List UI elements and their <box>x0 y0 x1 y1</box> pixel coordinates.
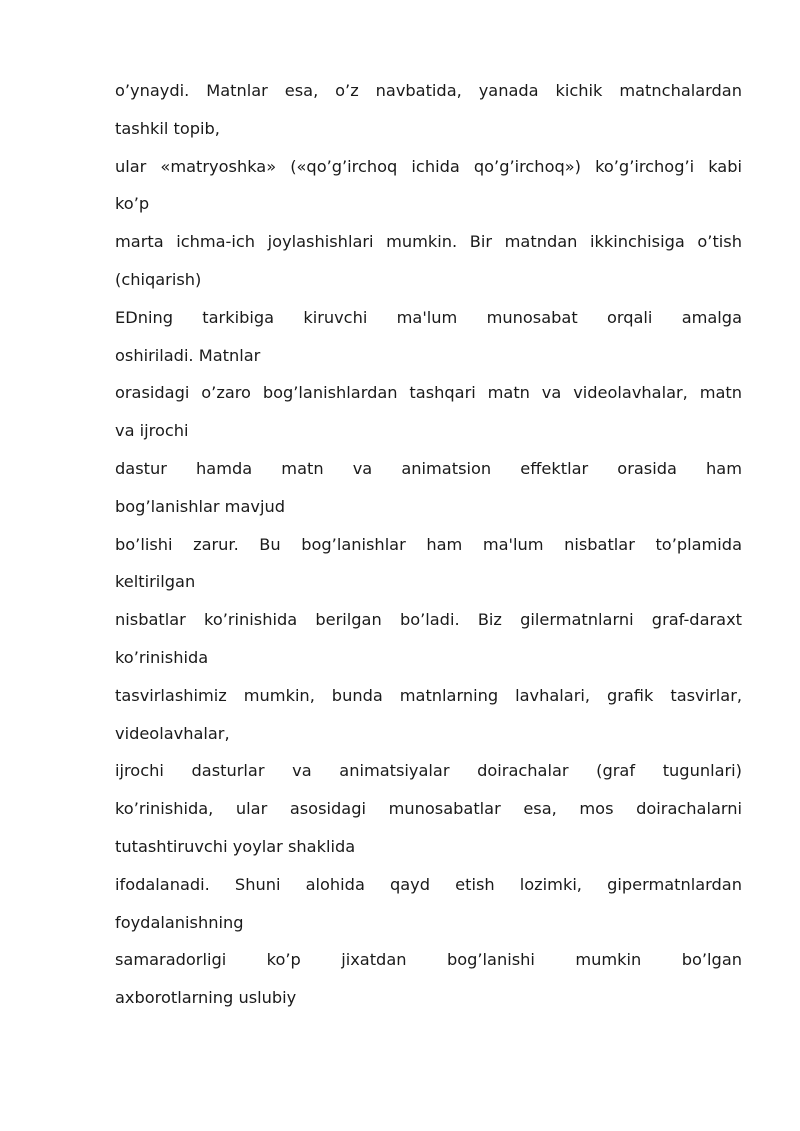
text-line: dastur hamda matn va animatsion effektlar orasida ham <box>115 458 742 478</box>
text-line: ko’rinishida <box>115 647 209 667</box>
text-line: va ijrochi <box>115 421 189 441</box>
text-line: ko’rinishida, ular asosidagi munosabatlar esa, mos doirachalarni <box>115 799 742 819</box>
text-line: axborotlarning uslubiy <box>115 988 297 1008</box>
text-line: orasidagi o’zaro bog’lanishlardan tashqari matn va videolavhalar, matn <box>115 383 742 403</box>
text-line: ijrochi dasturlar va animatsiyalar doirachalar (graf tugunlari) <box>115 761 742 781</box>
text-line: tasvirlashimiz mumkin, bunda matnlarning lavhalari, grafik tasvirlar, <box>115 685 742 705</box>
text-line: (chiqarish) <box>115 269 202 289</box>
text-line: foydalanishning <box>115 912 244 932</box>
text-line: keltirilgan <box>115 572 196 592</box>
text-line: ko’p <box>115 194 150 214</box>
text-line: nisbatlar ko’rinishida berilgan bo’ladi. Biz gilermatnlarni graf-daraxt <box>115 610 742 630</box>
text-line: o’ynaydi. Matnlar esa, o’z navbatida, yanada kichik matnchalardan <box>115 81 742 100</box>
text-line: ular «matryoshka» («qo’g’irchoq ichida qo’g’irchoq») ko’g’irchog’i kabi <box>115 156 742 176</box>
text-line: ifodalanadi. Shuni alohida qayd etish lozimki, gipermatnlardan <box>115 874 742 894</box>
text-line: oshiriladi. Matnlar <box>115 345 261 365</box>
text-line: videolavhalar, <box>115 723 230 743</box>
document-body <box>115 72 742 1017</box>
text-line: bo’lishi zarur. Bu bog’lanishlar ham ma'lum nisbatlar to’plamida <box>115 534 742 554</box>
text-line: tashkil topib, <box>115 118 220 138</box>
text-line: tutashtiruvchi yoylar shaklida <box>115 836 356 856</box>
text-line: samaradorligi ko’p jixatdan bog’lanishi mumkin bo’lgan <box>115 950 742 970</box>
text-line: bog’lanishlar mavjud <box>115 496 285 516</box>
text-line: marta ichma-ich joylashishlari mumkin. Bir matndan ikkinchisiga o’tish <box>115 232 742 252</box>
text-line: EDning tarkibiga kiruvchi ma'lum munosabat orqali amalga <box>115 307 742 327</box>
